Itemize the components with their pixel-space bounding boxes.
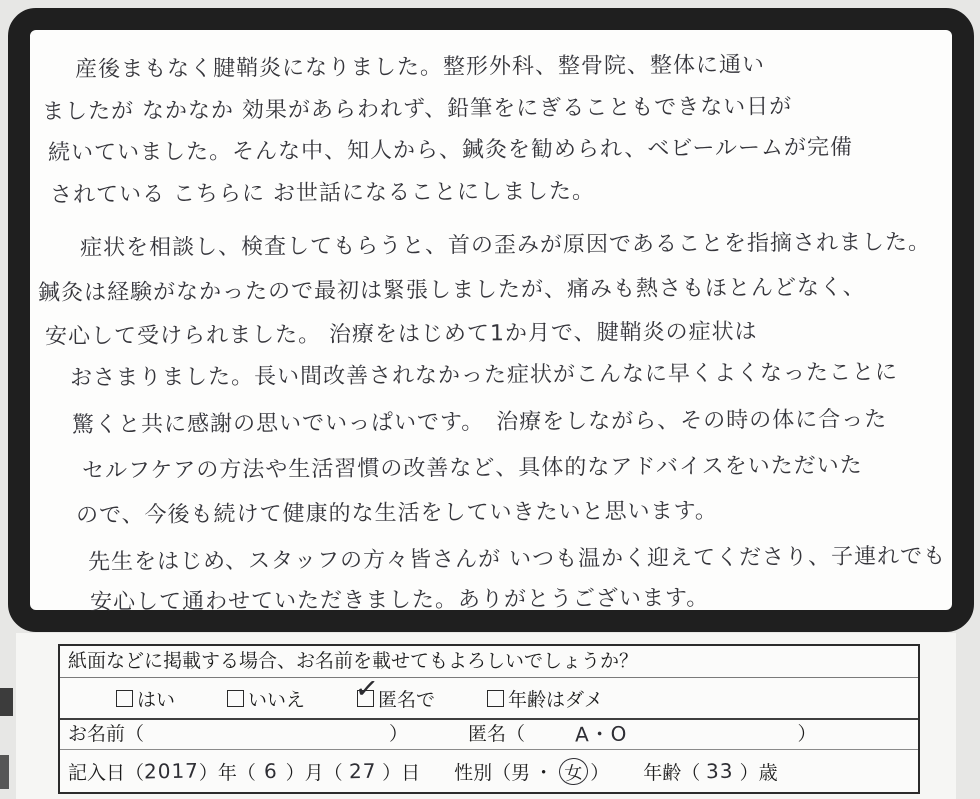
anonymous-field-label: 匿名（ bbox=[468, 724, 526, 745]
age-label: 年齢（ bbox=[643, 762, 701, 784]
date-row bbox=[60, 750, 918, 792]
day-value: 27 bbox=[348, 758, 377, 784]
testimonial-line: 症状を相談し、検査してもらうと、首の歪みが原因であることを指摘されました。 bbox=[79, 230, 932, 261]
day-label: ）日 bbox=[382, 762, 421, 784]
testimonial-line: セルフケアの方法や生活習慣の改善など、具体的なアドバイスをいただいた bbox=[81, 453, 863, 484]
option-no-age-label: 年齢はダメ bbox=[508, 689, 604, 711]
name-row bbox=[60, 720, 918, 750]
option-anonymous-label: 匿名で bbox=[378, 689, 436, 711]
gender-close: ） bbox=[590, 762, 610, 784]
month-value: 6 bbox=[263, 758, 278, 784]
option-yes bbox=[116, 685, 175, 712]
option-no-label: いいえ bbox=[248, 689, 306, 711]
anonymous-field-close: ） bbox=[797, 724, 817, 745]
gender-female-circled bbox=[558, 756, 590, 786]
scan-artifact bbox=[0, 688, 13, 716]
year-value: 2017 bbox=[143, 758, 200, 784]
checkbox-icon bbox=[116, 690, 133, 707]
option-anonymous bbox=[353, 670, 436, 712]
name-field-label: お名前（ bbox=[68, 724, 145, 745]
check-mark-icon: ✓ bbox=[353, 670, 381, 706]
option-no-age bbox=[487, 685, 603, 712]
testimonial-line: 続いていました。そんな中、知人から、鍼灸を勧められ、ベビールームが完備 bbox=[47, 135, 854, 166]
option-no bbox=[227, 685, 305, 712]
gender-label: 性別（男 bbox=[454, 762, 531, 784]
publish-question: 紙面などに掲載する場合、お名前を載せてもよろしいでしょうか？ bbox=[60, 646, 918, 678]
testimonial-line: ましたが なかなか 効果があらわれず、鉛筆をにぎることもできない日が bbox=[41, 94, 793, 125]
testimonial-line: されている こちらに お世話になることにしました。 bbox=[49, 179, 596, 208]
testimonial-line: ので、今後も続けて健康的な生活をしていきたいと思います。 bbox=[75, 498, 718, 529]
testimonial-line: おさまりました。長い間改善されなかった症状がこんなに早くよくなったことに bbox=[69, 360, 899, 391]
gender-separator: ・ bbox=[534, 762, 554, 784]
checkbox-icon bbox=[487, 690, 504, 707]
month-label: ）月（ bbox=[285, 762, 343, 784]
anonymous-initials-value: A・O bbox=[574, 721, 628, 747]
consent-options-row bbox=[60, 670, 918, 720]
publication-consent-form bbox=[58, 644, 920, 794]
testimonial-line: 先生をはじめ、スタッフの方々皆さんが いつも温かく迎えてくださり、子連れでも bbox=[87, 544, 947, 575]
age-value: 33 bbox=[706, 758, 734, 784]
testimonial-line: 産後まもなく腱鞘炎になりました。整形外科、整骨院、整体に通い bbox=[74, 52, 766, 83]
scan-artifact bbox=[0, 755, 9, 789]
name-field-blank bbox=[144, 734, 389, 735]
testimonial-note-box bbox=[8, 8, 974, 632]
name-field-close: ） bbox=[389, 724, 409, 745]
date-field-label: 記入日（ bbox=[68, 762, 145, 784]
testimonial-line: 安心して通わせていただきました。ありがとうございます。 bbox=[89, 585, 710, 616]
testimonial-line: 驚くと共に感謝の思いでいっぱいです。 治療をしながら、その時の体に合った bbox=[71, 407, 888, 438]
age-suffix: ）歳 bbox=[739, 762, 778, 784]
checked-checkbox-icon bbox=[353, 670, 381, 707]
checkbox-icon bbox=[227, 690, 244, 707]
year-label: ）年（ bbox=[198, 762, 256, 784]
testimonial-line: 鍼灸は経験がなかったので最初は緊張しましたが、痛みも熱さもほとんどなく、 bbox=[37, 275, 866, 306]
testimonial-line: 安心して受けられました。 治療をはじめて1か月で、腱鞘炎の症状は bbox=[44, 319, 758, 350]
gender-female-label: 女 bbox=[563, 761, 584, 783]
option-yes-label: はい bbox=[137, 689, 176, 711]
